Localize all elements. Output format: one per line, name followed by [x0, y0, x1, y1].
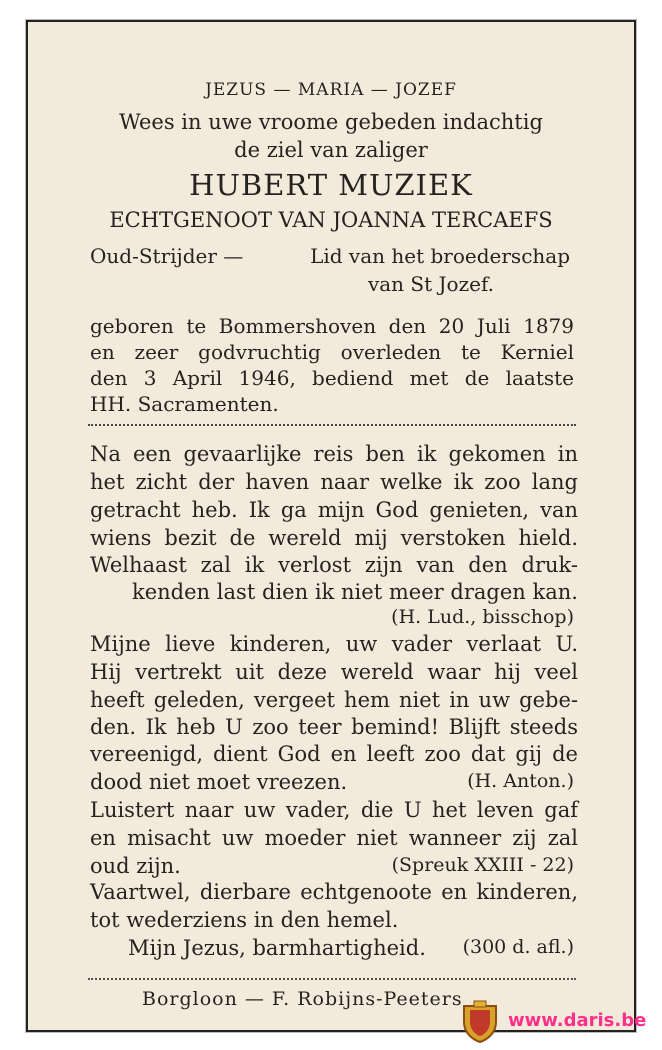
printer-credit: Borgloon — F. Robijns-Peeters	[142, 988, 463, 1010]
dotted-divider	[88, 424, 576, 426]
crest-icon	[460, 1000, 500, 1044]
verse-line: dood niet moet vreezen.	[90, 770, 348, 794]
verse-line: tot wederziens in den hemel.	[90, 908, 399, 932]
prayer-line-1: Wees in uwe vroome gebeden indachtig	[119, 110, 543, 134]
verse-line: wiens bezit de wereld mij verstoken hield.	[90, 526, 578, 550]
deceased-name: HUBERT MUZIEK	[189, 168, 473, 202]
watermark-site[interactable]: www.daris.be	[508, 1010, 647, 1031]
verse-line: Hij vertrekt uit deze wereld waar hij veel	[90, 660, 578, 684]
birth-line: en zeer godvruchtig overleden te Kerniel	[90, 340, 574, 364]
prayer-line-2: de ziel van zaliger	[234, 138, 428, 162]
birth-line: den 3 April 1946, bediend met de laatste	[90, 366, 574, 390]
birth-line: geboren te Bommershoven den 20 Juli 1879	[90, 314, 574, 338]
verse-line: Mijne lieve kinderen, uw vader verlaat U.	[90, 632, 578, 656]
title-right: Lid van het broederschap	[310, 244, 570, 268]
attribution: (Spreuk XXIII - 22)	[391, 854, 574, 876]
birth-line: HH. Sacramenten.	[90, 392, 279, 416]
verse-line: Welhaast zal ik verlost zijn van den druk-	[90, 553, 578, 577]
spouse-line: ECHTGENOOT VAN JOANNA TERCAEFS	[109, 208, 553, 232]
verse-line: en misacht uw moeder niet wanneer zij zal	[90, 826, 578, 850]
verse-line: Na een gevaarlijke reis ben ik gekomen in	[90, 442, 578, 466]
attribution: (H. Anton.)	[467, 770, 574, 792]
indulgence: (300 d. afl.)	[462, 936, 574, 958]
closing-prayer: Mijn Jezus, barmhartigheid.	[128, 936, 426, 960]
dotted-divider	[88, 978, 576, 980]
verse-line: Vaartwel, dierbare echtgenoote en kinderen,	[90, 880, 578, 904]
title-line-2: van St Jozef.	[367, 272, 494, 296]
verse-line: Luistert naar uw vader, die U het leven gaf	[90, 798, 578, 822]
verse-line: getracht heb. Ik ga mijn God genieten, van	[90, 498, 578, 522]
verse-line: het zicht der haven naar welke ik zoo lang	[90, 470, 578, 494]
attribution: (H. Lud., bisschop)	[391, 606, 574, 628]
verse-line: oud zijn.	[90, 854, 181, 878]
memorial-card	[26, 20, 636, 1032]
verse-line: kenden last dien ik niet meer dragen kan.	[132, 580, 578, 604]
title-left: Oud-Strijder —	[90, 244, 244, 268]
verse-line: den. Ik heb U zoo teer bemind! Blijft steeds	[90, 715, 578, 739]
verse-line: vereenigd, dient God en leeft zoo dat gij de	[90, 742, 578, 766]
verse-line: heeft geleden, vergeet hem niet in uw gebe-	[90, 688, 578, 712]
heading: JEZUS — MARIA — JOZEF	[205, 80, 457, 100]
